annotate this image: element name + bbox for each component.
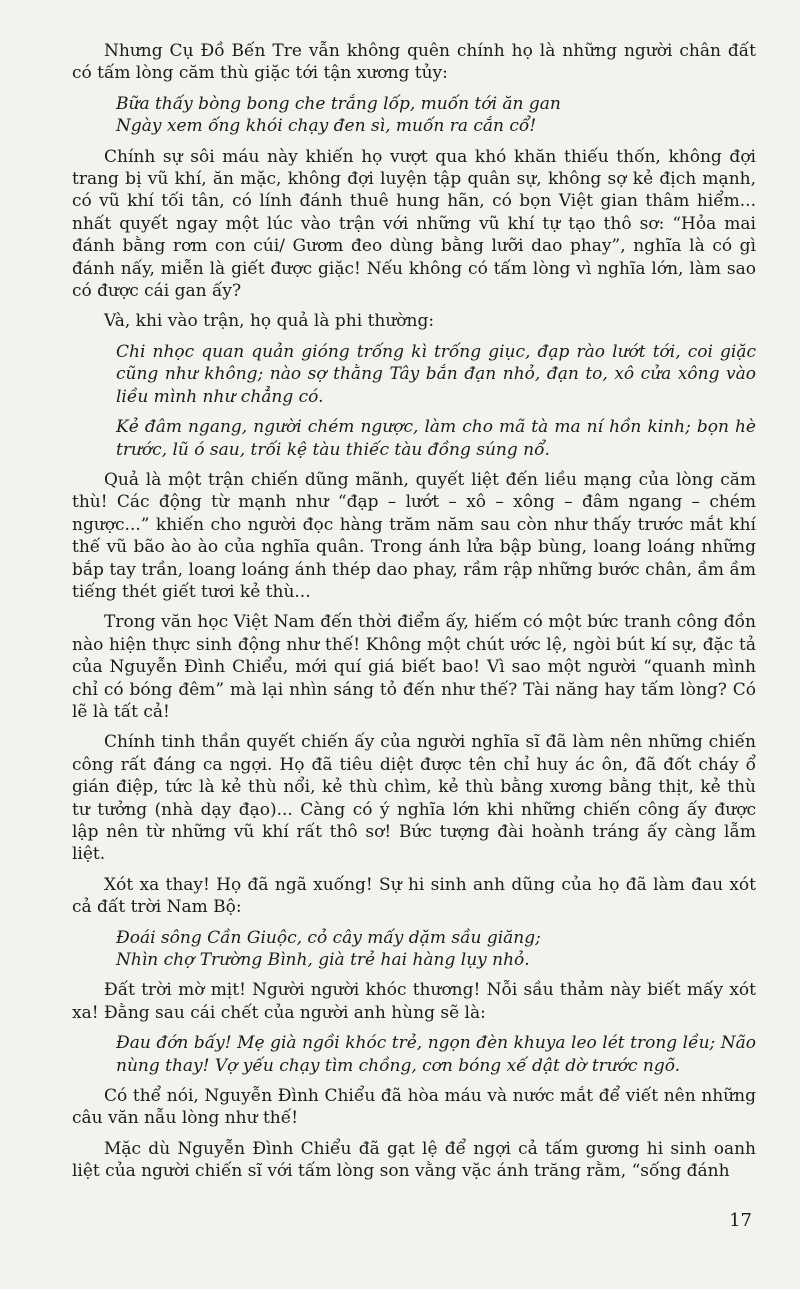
verse-quote <box>116 1032 756 1077</box>
verse-line: Đoái sông Cần Giuộc, cỏ cây mấy dặm sầu giăng; <box>116 927 541 948</box>
verse-quote <box>116 416 756 461</box>
paragraph: Quả là một trận chiến dũng mãnh, quyết liệt đến liều mạng của lòng căm thù! Các động từ mạnh như “đạp – lướt – xô – xông – đâm ngang – chém ngược...” khiến cho người đọc hàng trăm năm sau còn như thấy trước mắt khí thế vũ bão ào ào của nghĩa quân. Trong ánh lửa bập bùng, loang loáng những bắp tay trần, loang loáng ánh thép dao phay, rầm rập những bước chân, ầm ầm tiếng thét giết tươi kẻ thù... <box>72 469 756 602</box>
paragraph: Chính sự sôi máu này khiến họ vượt qua khó khăn thiếu thốn, không đợi trang bị vũ khí, ăn mặc, không đợi luyện tập quân sự, không sợ kẻ địch mạnh, có vũ khí tối tân, có lính đánh thuê hung hãn, có bọn Việt gian thâm hiểm... nhất quyết ngay một lúc vào trận với những vũ khí tự tạo thô sơ: “Hỏa mai đánh bằng rơm con cúi/ Gươm đeo dùng bằng lưỡi dao phay”, nghĩa là có gì đánh nấy, miễn là giết được giặc! Nếu không có tấm lòng vì nghĩa lớn, làm sao có được cái gan ấy? <box>72 146 756 302</box>
verse-line: Đau đớn bấy! Mẹ già ngồi khóc trẻ, ngọn đèn khuya leo lét trong lều; Não nùng thay! Vợ yếu chạy tìm chồng, cơn bóng xế dật dờ trước ngõ. <box>116 1033 756 1076</box>
verse-quote <box>116 341 756 408</box>
verse-line: Chi nhọc quan quản gióng trống kì trống giục, đạp rào lướt tới, coi giặc cũng như không; nào sợ thằng Tây bắn đạn nhỏ, đạn to, xô cửa xông vào liều mình như chẳng có. <box>116 341 756 407</box>
verse-line: Ngày xem ống khói chạy đen sì, muốn ra cắn cổ! <box>116 116 537 137</box>
paragraph: Chính tinh thần quyết chiến ấy của người nghĩa sĩ đã làm nên những chiến công rất đáng ca ngợi. Họ đã tiêu diệt được tên chỉ huy ác ôn, đã đốt cháy ổ gián điệp, tức là kẻ thù nổi, kẻ thù chìm, kẻ thù bằng xương bằng thịt, kẻ thù tư tưởng (nhà dạy đạo)... Càng có ý nghĩa lớn khi những chiến công ấy được lập nên từ những vũ khí rất thô sơ! Bức tượng đài hoành tráng ấy càng lẫm liệt. <box>72 732 756 865</box>
paragraph: Và, khi vào trận, họ quả là phi thường: <box>104 311 435 332</box>
verse-quote <box>116 927 756 972</box>
paragraph: Trong văn học Việt Nam đến thời điểm ấy, hiếm có một bức tranh công đồn nào hiện thực sinh động như thế! Không một chút ước lệ, ngòi bút kí sự, đặc tả của Nguyễn Đình Chiểu, mới quí giá biết bao! Vì sao một người “quanh mình chỉ có bóng đêm” mà lại nhìn sáng tỏ đến như thế? Tài năng hay tấm lòng? Có lẽ là tất cả! <box>72 612 756 722</box>
paragraph: Nhưng Cụ Đồ Bến Tre vẫn không quên chính họ là những người chân đất có tấm lòng căm thù giặc tới tận xương tủy: <box>72 41 756 84</box>
verse-quote <box>116 93 756 138</box>
paragraph: Xót xa thay! Họ đã ngã xuống! Sự hi sinh anh dũng của họ đã làm đau xót cả đất trời Nam Bộ: <box>72 874 756 918</box>
verse-line: Bữa thấy bòng bong che trắng lốp, muốn tới ăn gan <box>116 93 561 114</box>
page-body <box>72 40 756 1183</box>
paragraph: Mặc dù Nguyễn Đình Chiểu đã gạt lệ để ngợi cả tấm gương hi sinh oanh liệt của người chiến sĩ với tấm lòng son vằng vặc ánh trăng rằm, “sống đánh <box>72 1138 756 1182</box>
page-number: 17 <box>729 1210 752 1231</box>
verse-line: Kẻ đâm ngang, người chém ngược, làm cho mã tà ma ní hồn kinh; bọn hè trước, lũ ó sau, trối kệ tàu thiếc tàu đồng súng nổ. <box>116 417 756 460</box>
paragraph: Đất trời mờ mịt! Người người khóc thương! Nỗi sầu thảm này biết mấy xót xa! Đằng sau cái chết của người anh hùng sẽ là: <box>72 980 756 1023</box>
verse-line: Nhìn chợ Trường Bình, già trẻ hai hàng lụy nhỏ. <box>116 950 530 971</box>
paragraph: Có thể nói, Nguyễn Đình Chiểu đã hòa máu và nước mắt để viết nên những câu văn nẫu lòng như thế! <box>72 1086 756 1129</box>
